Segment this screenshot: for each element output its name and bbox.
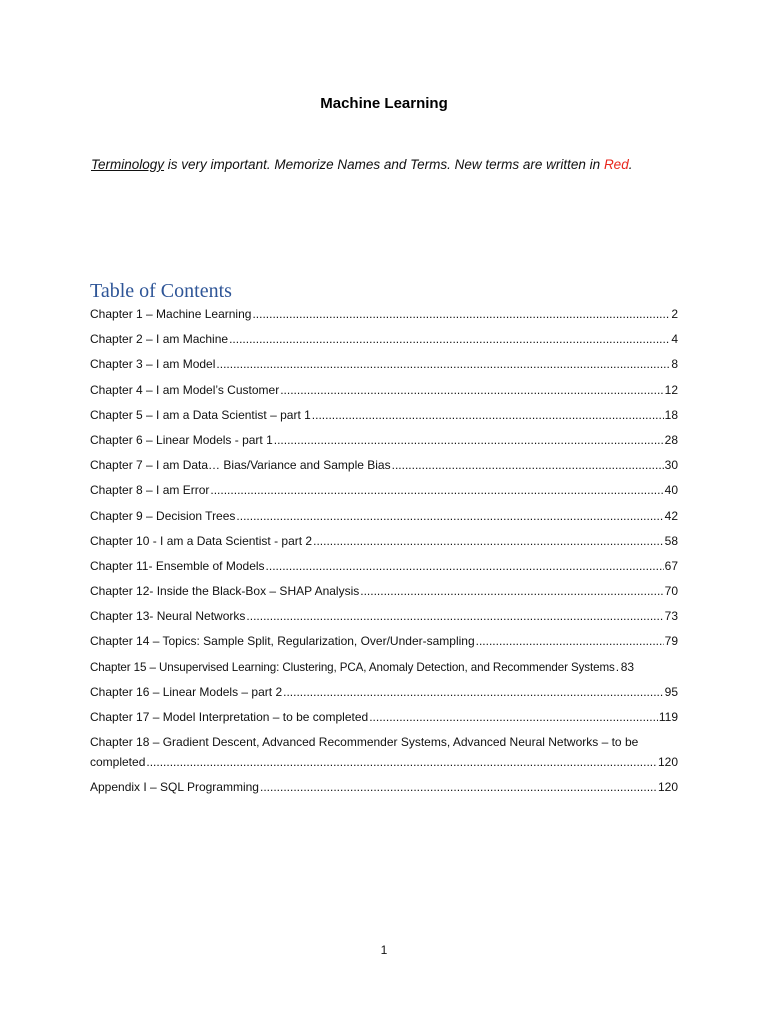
toc-entry-page: 42 — [664, 508, 678, 523]
toc-leader — [236, 506, 663, 526]
toc-entry[interactable] — [90, 657, 678, 677]
toc-entry-label: Chapter 4 – I am Model’s Customer — [90, 382, 280, 397]
document-title: Machine Learning — [320, 95, 448, 112]
toc-entry[interactable] — [90, 455, 678, 475]
toc-entry[interactable] — [90, 682, 678, 702]
toc-entry-page: 40 — [664, 483, 678, 498]
toc-entry-label: Chapter 5 – I am a Data Scientist – part 1 — [90, 407, 311, 422]
toc-leader — [229, 329, 670, 349]
toc-entry-page: 18 — [664, 407, 678, 422]
toc-entry-label: Chapter 7 – I am Data… Bias/Variance and Sample Bias — [90, 458, 391, 473]
toc-entry[interactable] — [90, 506, 678, 526]
toc-entry-page: 8 — [671, 357, 678, 372]
toc-entry-page: 70 — [664, 584, 678, 599]
toc-entry-page: 30 — [664, 458, 678, 473]
toc-entry-page: 120 — [657, 780, 678, 795]
intro-paragraph — [91, 157, 691, 172]
toc-leader — [280, 380, 663, 400]
toc-heading: Table of Contents — [90, 280, 232, 302]
toc-leader — [360, 581, 663, 601]
toc-leader — [313, 531, 664, 551]
toc-entry-page: 95 — [664, 684, 678, 699]
toc-entry-label: Chapter 9 – Decision Trees — [90, 508, 236, 523]
toc-leader — [392, 455, 664, 475]
toc-entry-page: 2 — [671, 307, 678, 321]
toc-entry-label: Chapter 17 – Model Interpretation – to be completed — [90, 710, 369, 724]
toc-entry-label: Chapter 2 – I am Machine — [90, 332, 229, 347]
page-number: 1 — [380, 943, 388, 957]
toc-entry-label: Chapter 12- Inside the Black-Box – SHAP Analysis — [90, 584, 360, 599]
toc-entry[interactable] — [90, 631, 678, 651]
toc-leader — [266, 556, 664, 576]
toc-leader — [283, 682, 664, 702]
toc-entry-label: Chapter 13- Neural Networks — [90, 609, 246, 624]
toc-entry[interactable] — [90, 329, 678, 349]
toc-entry-label: Chapter 6 – Linear Models - part 1 — [90, 432, 273, 447]
toc-leader — [312, 405, 664, 425]
toc-entry-page: 120 — [657, 755, 678, 770]
toc-leader — [274, 430, 664, 450]
toc-entry-label: Chapter 11- Ensemble of Models — [90, 558, 265, 573]
toc-entry-page: 73 — [664, 609, 678, 624]
toc-entry[interactable] — [90, 304, 678, 324]
toc-entry-label: Chapter 18 – Gradient Descent, Advanced Recommender Systems, Advanced Neural Networks – to be — [90, 735, 639, 750]
toc-entry[interactable] — [90, 606, 678, 626]
intro-red-word: Red — [603, 157, 629, 172]
toc-leader — [252, 304, 670, 324]
toc-entry-label: Chapter 16 – Linear Models – part 2 — [90, 684, 283, 699]
toc-leader — [216, 354, 670, 374]
table-of-contents — [90, 304, 678, 803]
toc-entry-page: 83 — [620, 659, 635, 674]
toc-entry[interactable] — [90, 707, 678, 727]
toc-leader — [260, 777, 657, 797]
toc-entry[interactable] — [90, 531, 678, 551]
intro-text: is very important. Memorize Names and Terms. New terms are written in — [164, 157, 604, 172]
toc-entry-page: 67 — [664, 558, 678, 573]
toc-leader — [476, 631, 664, 651]
toc-entry-label: Appendix I – SQL Programming — [90, 780, 259, 795]
toc-entry-label: Chapter 15 – Unsupervised Learning: Clustering, PCA, Anomaly Detection, and Recommender Systems — [90, 660, 615, 674]
toc-entry-page: 58 — [664, 533, 678, 548]
toc-leader — [369, 707, 658, 727]
toc-entry[interactable] — [90, 556, 678, 576]
toc-entry[interactable] — [90, 777, 678, 797]
toc-entry[interactable] — [90, 380, 678, 400]
toc-entry[interactable] — [90, 405, 678, 425]
toc-entry-page: 28 — [664, 432, 678, 447]
toc-entry-page: 119 — [658, 710, 678, 724]
toc-entry-label: Chapter 3 – I am Model — [90, 357, 216, 372]
toc-entry-label-continued: completed — [90, 755, 146, 770]
toc-entry-label: Chapter 14 – Topics: Sample Split, Regularization, Over/Under-sampling — [90, 634, 475, 649]
intro-term: Terminology — [91, 157, 165, 172]
toc-entry-page: 12 — [664, 382, 678, 397]
toc-leader — [146, 752, 657, 772]
toc-entry[interactable] — [90, 480, 678, 500]
toc-entry[interactable] — [90, 581, 678, 601]
toc-entry-label: Chapter 10 - I am a Data Scientist - part 2 — [90, 533, 313, 548]
toc-entry-page: 79 — [664, 634, 678, 649]
toc-leader — [210, 480, 663, 500]
toc-leader — [246, 606, 663, 626]
toc-entry[interactable] — [90, 732, 678, 772]
intro-end: . — [628, 157, 633, 172]
toc-entry-label: Chapter 8 – I am Error — [90, 483, 210, 498]
toc-entry-page: 4 — [671, 332, 678, 347]
toc-entry-label: Chapter 1 – Machine Learning — [90, 307, 252, 321]
toc-entry[interactable] — [90, 430, 678, 450]
toc-leader — [616, 657, 620, 677]
toc-entry[interactable] — [90, 354, 678, 374]
